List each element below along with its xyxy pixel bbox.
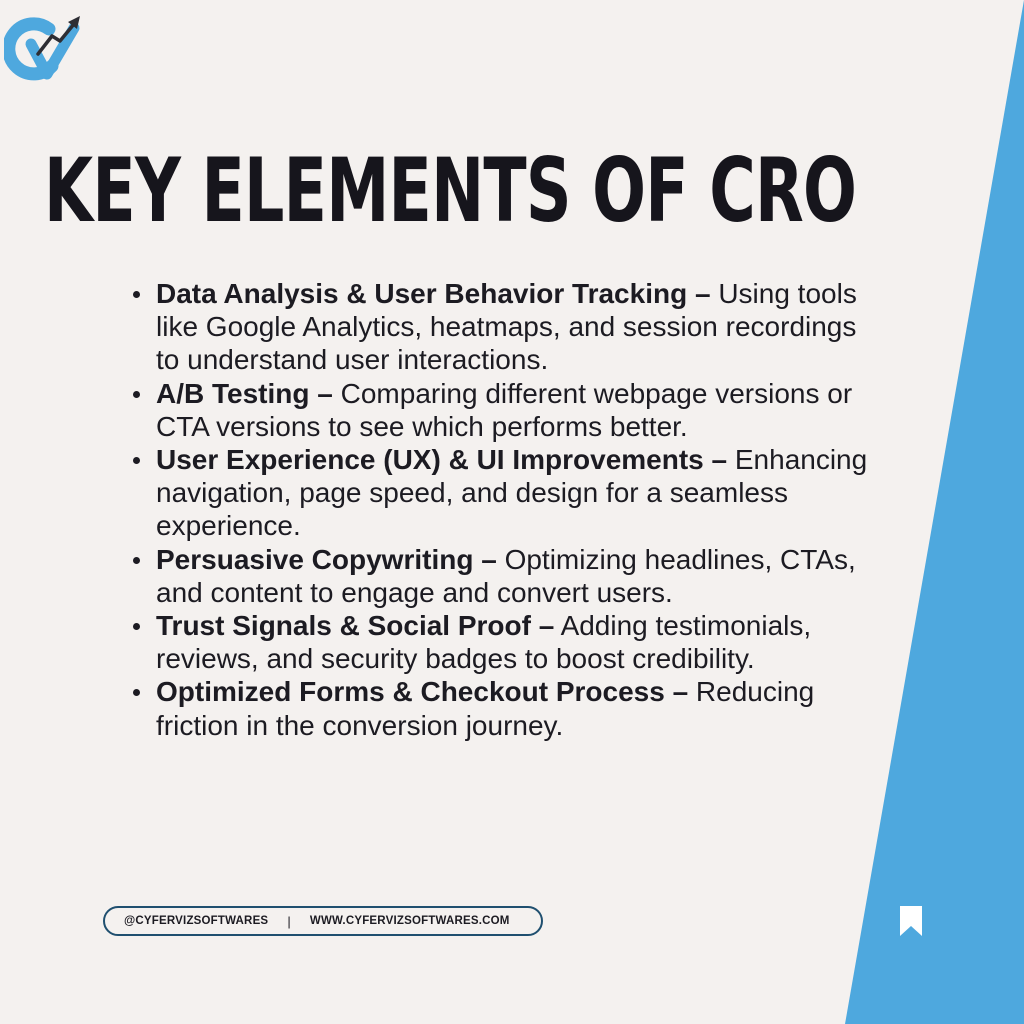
list-item-text: Adding testimonials, reviews, and security badges to boost credibility. [156,610,812,675]
list-item-title: Persuasive Copywriting – [156,543,497,575]
key-elements-list [156,277,868,742]
list-item [156,377,868,443]
cyferviz-logo-icon [4,8,86,84]
footer-separator: | [287,913,291,929]
page-title: KEY ELEMENTS OF CRO [44,139,857,242]
social-handle[interactable]: @CYFERVIZSOFTWARES [124,915,269,927]
list-item [156,277,868,377]
list-item-text: Reducing friction in the conversion journey. [156,676,815,741]
website-link[interactable]: WWW.CYFERVIZSOFTWARES.COM [309,915,510,927]
list-item-title: Optimized Forms & Checkout Process – [156,676,689,708]
list-item-title: Data Analysis & User Behavior Tracking – [156,278,711,309]
list-item-text: Using tools like Google Analytics, heatmaps, and session recordings to understand user interactions. [156,278,857,376]
list-item [156,543,868,609]
list-item-title: A/B Testing – [156,377,333,409]
list-item [156,443,868,543]
list-item [156,609,868,675]
list-item-text: Enhancing navigation, page speed, and design for a seamless experience. [156,444,868,542]
list-item-title: Trust Signals & Social Proof – [156,610,555,642]
bookmark-icon[interactable] [900,906,922,936]
list-item-text: Optimizing headlines, CTAs, and content to engage and convert users. [156,543,856,608]
list-item [156,675,868,741]
list-item-text: Comparing different webpage versions or CTA versions to see which performs better. [156,377,853,442]
social-contact-pill [103,906,543,936]
list-item-title: User Experience (UX) & UI Improvements – [156,444,728,476]
